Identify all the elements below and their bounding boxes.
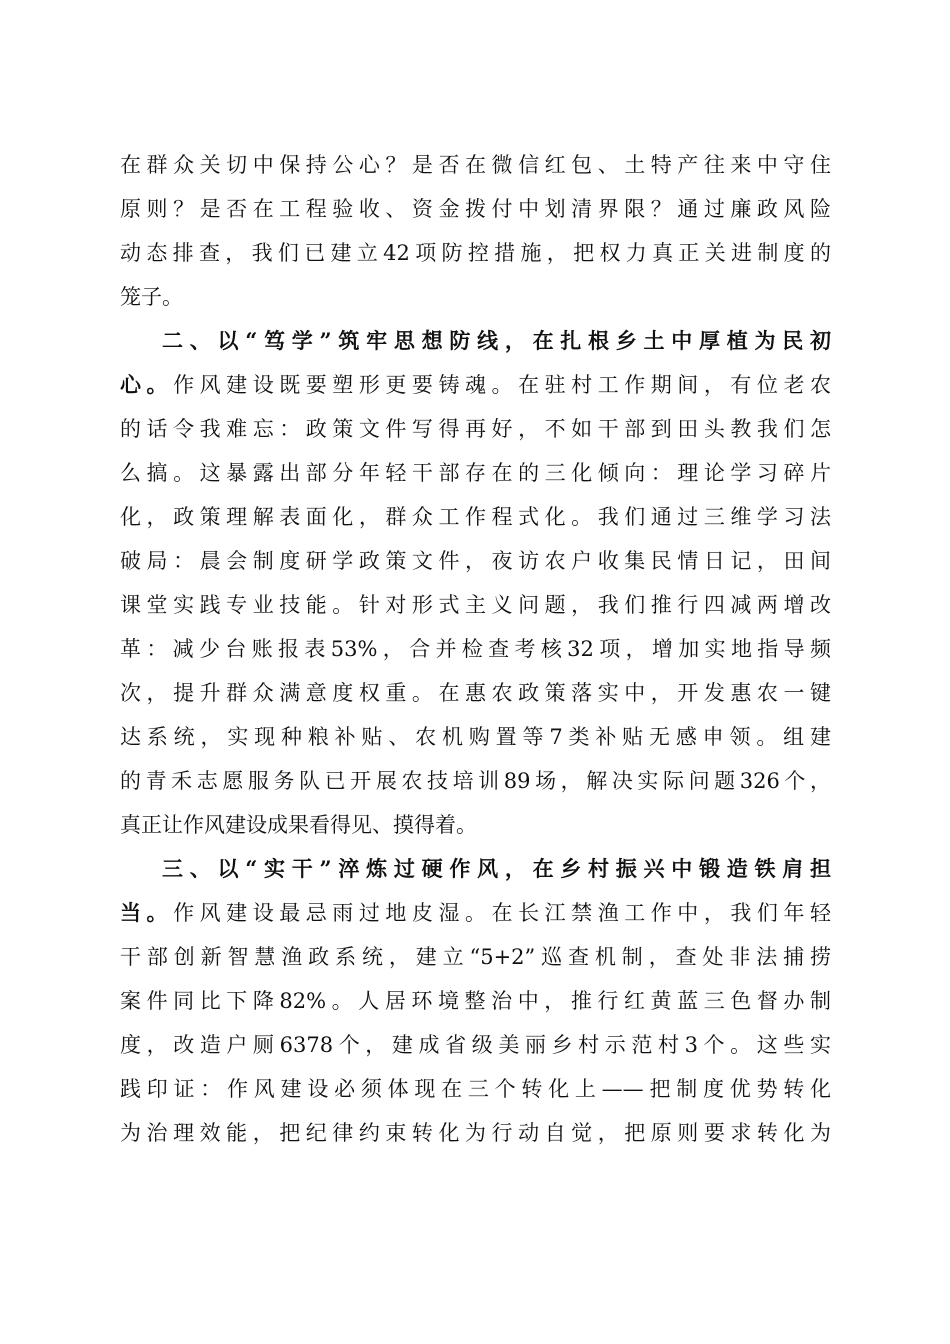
paragraph-2-line-8: 革：减少台账报表53%，合并检查考核32项，增加实地指导频 — [120, 637, 831, 661]
paragraph-3-line-3: 干部创新智慧渔政系统，建立“5+2”巡查机制，查处非法捕捞 — [120, 945, 831, 969]
section-2-heading-end: 心。 — [120, 372, 174, 397]
paragraph-2-line-11: 的青禾志愿服务队已开展农技培训89场，解决实际问题326个， — [120, 769, 831, 793]
paragraph-3-line-7: 为治理效能，把纪律约束转化为行动自觉，把原则要求转化为 — [120, 1121, 831, 1145]
paragraph-2-line-4: 么搞。这暴露出部分年轻干部存在的三化倾向：理论学习碎片 — [120, 461, 831, 485]
paragraph-2-line-2 — [120, 363, 831, 407]
paragraph-2-line-7: 课堂实践专业技能。针对形式主义问题，我们推行四减两增改 — [120, 593, 831, 617]
paragraph-3-line-6: 践印证：作风建设必须体现在三个转化上——把制度优势转化 — [120, 1077, 831, 1101]
section-2-heading: 二、以“笃学”筑牢思想防线，在扎根乡土中厚植为民初 — [162, 328, 831, 353]
paragraph-2-line-10: 达系统，实现种粮补贴、农机购置等7类补贴无感申领。组建 — [120, 725, 831, 749]
paragraph-2-line-5: 化，政策理解表面化，群众工作程式化。我们通过三维学习法 — [120, 505, 831, 529]
paragraph-3-line-5: 度，改造户厕6378个，建成省级美丽乡村示范村3个。这些实 — [120, 1033, 831, 1057]
paragraph-1-line-1: 在群众关切中保持公心？是否在微信红包、土特产往来中守住 — [120, 153, 831, 177]
paragraph-2-line-2-text: 作风建设既要塑形更要铸魂。在驻村工作期间，有位老农 — [173, 373, 831, 397]
paragraph-1-line-2: 原则？是否在工程验收、资金拨付中划清界限？通过廉政风险 — [120, 197, 831, 221]
section-3-heading-end: 当。 — [120, 900, 174, 925]
paragraph-2-line-9: 次，提升群众满意度权重。在惠农政策落实中，开发惠农一键 — [120, 681, 831, 705]
section-3-heading: 三、以“实干”淬炼过硬作风，在乡村振兴中锻造铁肩担 — [162, 856, 831, 881]
paragraph-3-line-2-text: 作风建设最忌雨过地皮湿。在长江禁渔工作中，我们年轻 — [173, 901, 831, 925]
paragraph-2-line-12: 真正让作风建设成果看得见、摸得着。 — [120, 813, 477, 837]
paragraph-3-line-2 — [120, 891, 831, 935]
paragraph-2-line-3: 的话令我难忘：政策文件写得再好，不如干部到田头教我们怎 — [120, 417, 831, 441]
paragraph-1-line-3: 动态排查，我们已建立42项防控措施，把权力真正关进制度的 — [120, 241, 831, 265]
paragraph-3-line-4: 案件同比下降82%。人居环境整治中，推行红黄蓝三色督办制 — [120, 989, 831, 1013]
paragraph-2-line-6: 破局：晨会制度研学政策文件，夜访农户收集民情日记，田间 — [120, 549, 831, 573]
paragraph-1-line-4: 笼子。 — [120, 285, 183, 309]
